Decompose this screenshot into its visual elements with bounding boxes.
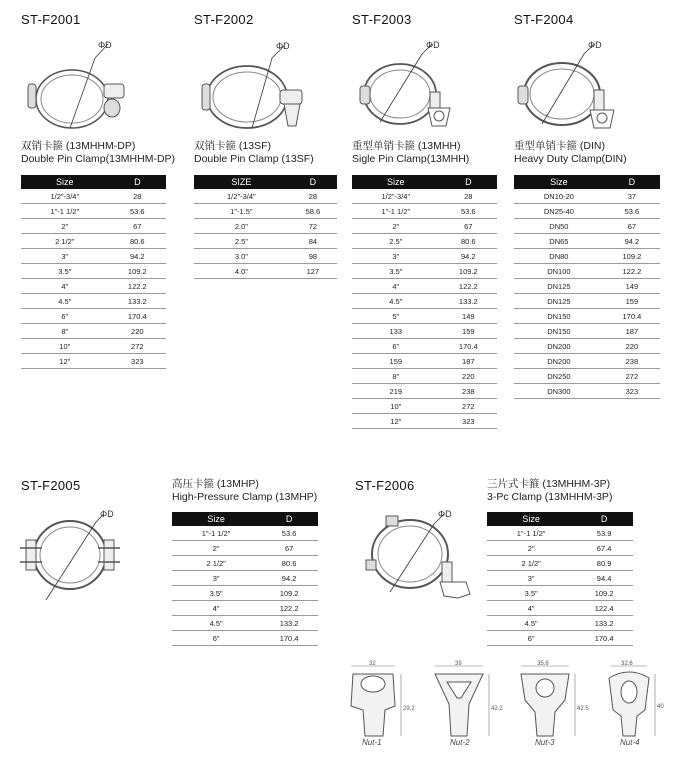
table-row <box>514 339 660 354</box>
d-header: D <box>289 175 337 189</box>
product-code: ST-F2005 <box>21 478 81 493</box>
table-row <box>352 354 497 369</box>
diameter-label: ΦD <box>588 40 602 50</box>
size-cell: DN125 <box>514 279 604 294</box>
size-cell: 6" <box>172 631 260 646</box>
size-cell: 12" <box>352 414 440 429</box>
size-table <box>21 175 166 369</box>
size-cell: 3.5" <box>352 264 440 279</box>
size-cell: 3" <box>172 571 260 586</box>
d-cell: 170.4 <box>440 339 497 354</box>
size-cell: 4" <box>352 279 440 294</box>
table-row <box>21 294 166 309</box>
table-row <box>352 249 497 264</box>
size-cell: 1/2"-3/4" <box>352 189 440 204</box>
nut-2-height: 42.2 <box>491 706 503 712</box>
table-row <box>21 249 166 264</box>
diameter-label: ΦD <box>426 40 440 50</box>
double-pin-clamp-drawing <box>20 32 130 137</box>
table-row <box>172 586 318 601</box>
table-row <box>21 234 166 249</box>
size-cell: 219 <box>352 384 440 399</box>
size-cell: 8" <box>21 324 109 339</box>
size-cell: DN200 <box>514 354 604 369</box>
three-piece-clamp-drawing <box>360 498 480 608</box>
size-cell: 2 1/2" <box>21 234 109 249</box>
table-row <box>21 219 166 234</box>
nut-4-height: 40 <box>657 704 664 710</box>
table-row <box>487 616 633 631</box>
size-cell: DN10-20 <box>514 189 604 204</box>
d-cell: 272 <box>109 339 166 354</box>
size-cell: 3.5" <box>21 264 109 279</box>
d-cell: 133.2 <box>440 294 497 309</box>
d-cell: 170.4 <box>604 309 660 324</box>
d-cell: 94.2 <box>604 234 660 249</box>
size-cell: 4" <box>487 601 575 616</box>
d-cell: 272 <box>440 399 497 414</box>
d-cell: 220 <box>109 324 166 339</box>
product-name-cn: 高压卡箍 (13MHP) <box>172 478 259 490</box>
table-row <box>514 189 660 204</box>
table-row <box>514 264 660 279</box>
d-cell: 67 <box>109 219 166 234</box>
d-cell: 170.4 <box>575 631 633 646</box>
size-cell: DN300 <box>514 384 604 399</box>
diameter-label: ΦD <box>100 509 114 519</box>
product-name-en: Double Pin Clamp (13SF) <box>194 153 314 165</box>
table-row <box>514 234 660 249</box>
table-row <box>487 631 633 646</box>
d-cell: 133.2 <box>109 294 166 309</box>
diameter-label: ΦD <box>98 40 112 50</box>
heavy-duty-clamp-drawing <box>512 32 622 137</box>
diameter-label: ΦD <box>438 509 452 519</box>
size-table <box>194 175 337 279</box>
table-row <box>352 339 497 354</box>
size-cell: DN25-40 <box>514 204 604 219</box>
size-table <box>352 175 497 429</box>
d-cell: 109.2 <box>604 249 660 264</box>
size-cell: 1/2"-3/4" <box>194 189 289 204</box>
table-row <box>352 399 497 414</box>
d-cell: 67 <box>440 219 497 234</box>
size-cell: 2.0" <box>194 219 289 234</box>
size-cell: 10" <box>21 339 109 354</box>
size-header: Size <box>21 175 109 189</box>
d-cell: 67 <box>604 219 660 234</box>
size-cell: 3" <box>21 249 109 264</box>
size-cell: 12" <box>21 354 109 369</box>
size-cell: 2 1/2" <box>172 556 260 571</box>
size-cell: DN250 <box>514 369 604 384</box>
size-cell: 6" <box>487 631 575 646</box>
d-header: D <box>604 175 660 189</box>
table-row <box>172 601 318 616</box>
d-cell: 80.6 <box>260 556 318 571</box>
size-cell: 159 <box>352 354 440 369</box>
d-cell: 187 <box>604 324 660 339</box>
d-cell: 238 <box>604 354 660 369</box>
product-name-en: Sigle Pin Clamp(13MHH) <box>352 153 470 165</box>
d-cell: 272 <box>604 369 660 384</box>
d-header: D <box>109 175 166 189</box>
product-name-en: Heavy Duty Clamp(DIN) <box>514 153 627 165</box>
table-row <box>172 571 318 586</box>
table-row <box>487 586 633 601</box>
product-code: ST-F2002 <box>194 12 254 27</box>
d-cell: 53.6 <box>109 204 166 219</box>
size-cell: DN200 <box>514 339 604 354</box>
size-cell: DN150 <box>514 309 604 324</box>
d-cell: 53.6 <box>440 204 497 219</box>
d-cell: 122.4 <box>575 601 633 616</box>
nut-4-width: 32.6 <box>621 661 633 667</box>
table-row <box>514 384 660 399</box>
size-cell: 2" <box>21 219 109 234</box>
table-row <box>352 204 497 219</box>
nut-1-height: 29.2 <box>403 706 415 712</box>
d-header: D <box>440 175 497 189</box>
table-row <box>487 601 633 616</box>
d-cell: 109.2 <box>575 586 633 601</box>
d-cell: 133.2 <box>575 616 633 631</box>
d-cell: 84 <box>289 234 337 249</box>
d-cell: 122.2 <box>440 279 497 294</box>
table-row <box>352 189 497 204</box>
d-cell: 149 <box>440 309 497 324</box>
size-cell: 4" <box>172 601 260 616</box>
table-row <box>514 369 660 384</box>
table-row <box>514 324 660 339</box>
table-row <box>172 616 318 631</box>
size-cell: 4" <box>21 279 109 294</box>
size-cell: 2" <box>172 541 260 556</box>
product-name-cn: 三片式卡箍 (13MHHM-3P) <box>487 478 611 490</box>
table-row <box>352 369 497 384</box>
size-header: Size <box>172 512 260 526</box>
d-cell: 67 <box>260 541 318 556</box>
d-cell: 170.4 <box>260 631 318 646</box>
table-row <box>514 354 660 369</box>
d-cell: 53.6 <box>260 526 318 541</box>
table-row <box>21 354 166 369</box>
table-row <box>172 631 318 646</box>
size-cell: 4.5" <box>172 616 260 631</box>
table-row <box>352 219 497 234</box>
table-row <box>194 264 337 279</box>
size-cell: 3.5" <box>487 586 575 601</box>
diameter-label: ΦD <box>276 41 290 51</box>
size-cell: 4.5" <box>21 294 109 309</box>
d-cell: 109.2 <box>260 586 318 601</box>
d-cell: 28 <box>109 189 166 204</box>
table-row <box>172 556 318 571</box>
nut-2-width: 39 <box>455 661 462 667</box>
table-row <box>487 556 633 571</box>
d-cell: 109.2 <box>440 264 497 279</box>
d-cell: 133.2 <box>260 616 318 631</box>
table-row <box>194 234 337 249</box>
size-cell: 1"-1 1/2" <box>172 526 260 541</box>
d-cell: 122.2 <box>109 279 166 294</box>
table-row <box>21 309 166 324</box>
d-cell: 149 <box>604 279 660 294</box>
size-cell: 4.5" <box>487 616 575 631</box>
size-cell: DN65 <box>514 234 604 249</box>
d-cell: 187 <box>440 354 497 369</box>
d-cell: 170.4 <box>109 309 166 324</box>
size-cell: DN150 <box>514 324 604 339</box>
table-row <box>194 204 337 219</box>
size-cell: 3" <box>487 571 575 586</box>
size-cell: 2" <box>352 219 440 234</box>
table-row <box>194 219 337 234</box>
d-cell: 53.6 <box>604 204 660 219</box>
table-row <box>194 249 337 264</box>
product-name-cn: 重型单销卡箍 (DIN) <box>514 140 605 152</box>
double-pin-clamp-13sf-drawing <box>192 32 307 137</box>
table-row <box>352 384 497 399</box>
d-cell: 220 <box>604 339 660 354</box>
size-cell: 2.5" <box>352 234 440 249</box>
table-row <box>352 324 497 339</box>
size-cell: DN125 <box>514 294 604 309</box>
nut-1-drawing <box>351 661 415 736</box>
d-cell: 80.9 <box>575 556 633 571</box>
size-cell: 1"-1.5" <box>194 204 289 219</box>
table-row <box>514 294 660 309</box>
table-row <box>352 309 497 324</box>
d-cell: 122.2 <box>604 264 660 279</box>
size-cell: 4.5" <box>352 294 440 309</box>
size-cell: 5" <box>352 309 440 324</box>
d-cell: 28 <box>440 189 497 204</box>
size-cell: 1/2"-3/4" <box>21 189 109 204</box>
d-cell: 58.6 <box>289 204 337 219</box>
table-row <box>487 571 633 586</box>
size-cell: DN50 <box>514 219 604 234</box>
d-cell: 80.6 <box>440 234 497 249</box>
table-row <box>21 339 166 354</box>
table-row <box>21 204 166 219</box>
d-cell: 94.2 <box>109 249 166 264</box>
table-row <box>352 414 497 429</box>
size-cell: 3.5" <box>172 586 260 601</box>
d-cell: 94.4 <box>575 571 633 586</box>
d-cell: 323 <box>109 354 166 369</box>
size-header: SIZE <box>194 175 289 189</box>
size-cell: 6" <box>21 309 109 324</box>
nut-3-drawing <box>521 661 589 736</box>
d-cell: 238 <box>440 384 497 399</box>
nut-4-drawing <box>609 661 664 736</box>
table-row <box>194 189 337 204</box>
size-cell: 2" <box>487 541 575 556</box>
nut-4-label: Nut-4 <box>620 738 640 747</box>
single-pin-clamp-drawing <box>352 32 457 137</box>
product-name-en: High-Pressure Clamp (13MHP) <box>172 491 318 503</box>
size-cell: DN80 <box>514 249 604 264</box>
table-row <box>172 526 318 541</box>
table-row <box>172 541 318 556</box>
table-row <box>21 189 166 204</box>
table-row <box>514 309 660 324</box>
d-cell: 109.2 <box>109 264 166 279</box>
table-row <box>514 219 660 234</box>
table-row <box>21 264 166 279</box>
size-cell: 10" <box>352 399 440 414</box>
d-cell: 159 <box>604 294 660 309</box>
d-cell: 80.6 <box>109 234 166 249</box>
size-table <box>172 512 318 646</box>
d-header: D <box>260 512 318 526</box>
size-cell: DN100 <box>514 264 604 279</box>
d-cell: 53.9 <box>575 526 633 541</box>
table-row <box>352 234 497 249</box>
nut-1-label: Nut-1 <box>362 738 382 747</box>
product-name-cn: 双销卡箍 (13SF) <box>194 140 272 152</box>
size-table <box>514 175 660 399</box>
product-code: ST-F2003 <box>352 12 412 27</box>
nut-3-height: 42.5 <box>577 706 589 712</box>
size-cell: 1"-1 1/2" <box>21 204 109 219</box>
product-name-cn: 重型单销卡箍 (13MHH) <box>352 140 461 152</box>
nut-3-label: Nut-3 <box>535 738 555 747</box>
nut-2-drawing <box>435 661 503 736</box>
size-cell: 4.0" <box>194 264 289 279</box>
nut-3-width: 35.6 <box>537 661 549 667</box>
table-row <box>487 526 633 541</box>
nut-2-label: Nut-2 <box>450 738 470 747</box>
size-cell: 3" <box>352 249 440 264</box>
d-cell: 122.2 <box>260 601 318 616</box>
d-cell: 98 <box>289 249 337 264</box>
product-name-cn: 双销卡箍 (13MHHM-DP) <box>21 140 136 152</box>
table-row <box>352 279 497 294</box>
d-cell: 323 <box>440 414 497 429</box>
table-row <box>21 324 166 339</box>
size-cell: 3.0" <box>194 249 289 264</box>
size-cell: 2 1/2" <box>487 556 575 571</box>
table-row <box>21 279 166 294</box>
d-header: D <box>575 512 633 526</box>
table-row <box>487 541 633 556</box>
product-name-en: 3-Pc Clamp (13MHHM-3P) <box>487 491 613 503</box>
d-cell: 127 <box>289 264 337 279</box>
size-cell: 2.5" <box>194 234 289 249</box>
size-header: Size <box>352 175 440 189</box>
d-cell: 159 <box>440 324 497 339</box>
size-cell: 1"-1 1/2" <box>352 204 440 219</box>
nut-1-width: 32 <box>369 661 376 667</box>
table-row <box>514 279 660 294</box>
d-cell: 94.2 <box>440 249 497 264</box>
size-header: Size <box>487 512 575 526</box>
size-header: Size <box>514 175 604 189</box>
table-row <box>352 264 497 279</box>
table-row <box>514 249 660 264</box>
d-cell: 72 <box>289 219 337 234</box>
high-pressure-clamp-drawing <box>18 500 143 605</box>
d-cell: 67.4 <box>575 541 633 556</box>
size-table <box>487 512 633 646</box>
d-cell: 220 <box>440 369 497 384</box>
product-code: ST-F2004 <box>514 12 574 27</box>
size-cell: 133 <box>352 324 440 339</box>
d-cell: 37 <box>604 189 660 204</box>
size-cell: 6" <box>352 339 440 354</box>
product-name-en: Double Pin Clamp(13MHHM-DP) <box>21 153 176 165</box>
table-row <box>352 294 497 309</box>
d-cell: 323 <box>604 384 660 399</box>
d-cell: 28 <box>289 189 337 204</box>
size-cell: 8" <box>352 369 440 384</box>
d-cell: 94.2 <box>260 571 318 586</box>
product-code: ST-F2001 <box>21 12 81 27</box>
product-code: ST-F2006 <box>355 478 415 493</box>
size-cell: 1"-1 1/2" <box>487 526 575 541</box>
table-row <box>514 204 660 219</box>
